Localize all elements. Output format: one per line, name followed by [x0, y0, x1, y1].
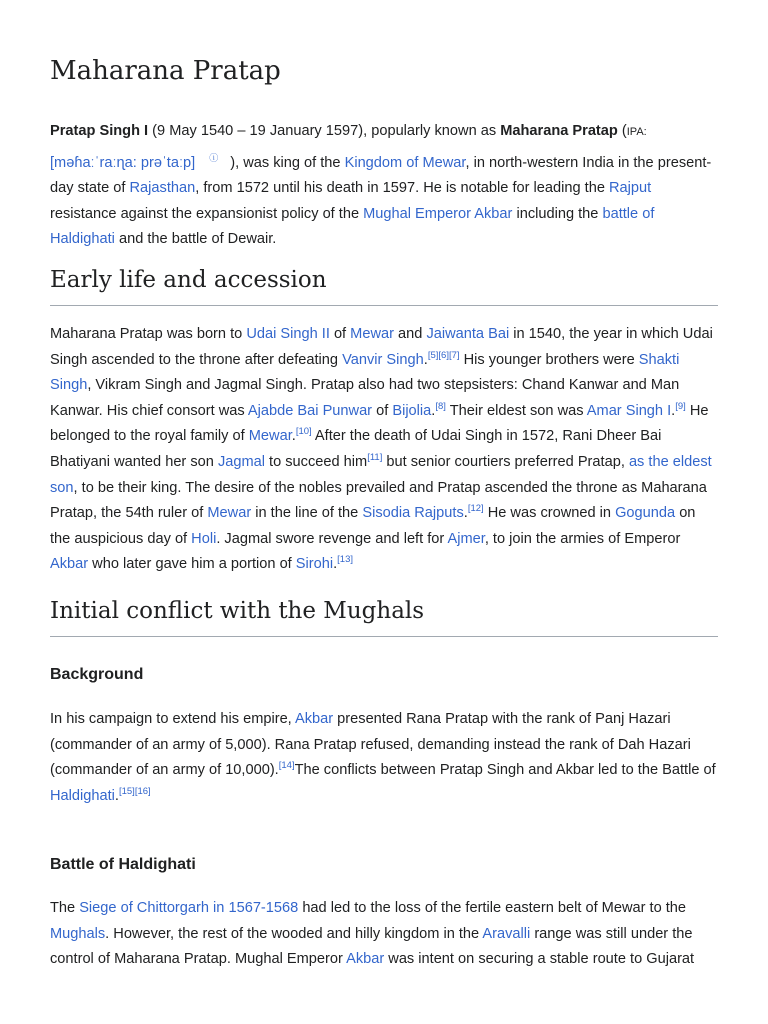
link-shakti-singh[interactable]: Shakti Singh — [50, 351, 680, 394]
link-sirohi[interactable]: Sirohi — [295, 556, 334, 573]
reference-link[interactable]: [11] — [367, 452, 383, 464]
background-paragraph: In his campaign to extend his empire, Akbar presented Rana Pratap with the rank of Panj Hazari (commander of an army of 5,000). Rana Pratap refused, demanding instead the rank of Dah Hazari (commander of an army of 10,000).[14]The conflicts between Pratap Singh and Akbar led to the Battle of Haldighati.[15][16] — [50, 711, 716, 804]
ipa-pronunciation-link[interactable]: [məɦaːˈraːɳa: prəˈtaːp] — [50, 154, 196, 171]
link-as-the-eldest-son[interactable]: as the eldest son — [50, 453, 712, 496]
link-vanvir-singh[interactable]: Vanvir Singh — [342, 351, 424, 368]
link-siege-of-chittorgarh[interactable]: Siege of Chittorgarh in 1567-1568 — [79, 900, 299, 916]
link-mughals[interactable]: Mughals — [50, 925, 106, 942]
link-mewar[interactable]: Mewar — [350, 326, 394, 342]
ipa-label: IPA: — [626, 126, 647, 138]
link-jagmal[interactable]: Jagmal — [217, 453, 265, 470]
link-sisodia-rajputs[interactable]: Sisodia Rajputs — [362, 505, 464, 522]
link-ajabde-bai-punwar[interactable]: Ajabde Bai Punwar — [247, 402, 373, 419]
reference-link[interactable]: [14] — [278, 760, 295, 772]
section-heading-early-life: Early life and accession — [50, 267, 718, 306]
reference-link[interactable]: [8] — [435, 400, 446, 412]
reference-link[interactable]: [13] — [337, 554, 354, 566]
link-bijolia[interactable]: Bijolia — [392, 402, 432, 419]
reference-link[interactable]: [15][16] — [118, 785, 151, 797]
audio-info-icon[interactable]: ⓘ — [209, 152, 219, 163]
link-akbar[interactable]: Akbar — [50, 556, 89, 573]
link-mughal-emperor-akbar[interactable]: Mughal Emperor Akbar — [363, 205, 513, 222]
link-mewar[interactable]: Mewar — [248, 428, 292, 445]
subsection-heading-background: Background — [50, 666, 144, 683]
early-life-paragraph: Maharana Pratap was born to Udai Singh II of Mewar and Jaiwanta Bai in 1540, the year in which Udai Singh ascended to the throne after defeating Vanvir Singh.[5][6][7] His younger brothers were Shakti Singh, Vikram Singh and Jagmal Singh. Pratap also had two stepsisters: Chand Kanwar and Man Kanwar. His chief consort was Ajabde Bai Punwar of Bijolia.[8] Their eldest son was Amar Singh I.[9] He belonged to the royal family of Mewar.[10] After the death of Udai Singh in 1572, Rani Dheer Bai Bhatiyani wanted her son Jagmal to succeed him[11] but senior courtiers preferred Pratap, as the eldest son, to be their king. The desire of the nobles prevailed and Pratap ascended the throne as Maharana Pratap, the 54th ruler of Mewar in the line of the Sisodia Rajputs.[12] He was crowned in Gogunda on the auspicious day of Holi. Jagmal swore revenge and left for Ajmer, to join the armies of Emperor Akbar who later gave him a portion of Sirohi.[13] — [50, 326, 713, 573]
reference-link[interactable]: [12] — [467, 503, 484, 515]
link-battle-of-haldighati[interactable]: battle of Haldighati — [50, 205, 655, 248]
page-title: Maharana Pratap — [50, 56, 281, 86]
link-akbar[interactable]: Akbar — [346, 951, 385, 968]
reference-link[interactable]: [9] — [675, 400, 686, 412]
link-gogunda[interactable]: Gogunda — [615, 505, 676, 522]
subject-title: Maharana Pratap — [500, 123, 618, 139]
haldighati-paragraph: The Siege of Chittorgarh in 1567-1568 had led to the loss of the fertile eastern belt of Mewar to the Mughals. However, the rest of the wooded and hilly kingdom in the Aravalli range was still under the control of Maharana Pratap. Mughal Emperor Akbar was intent on securing a stable route to Gujarat — [50, 900, 695, 968]
link-udai-singh-ii[interactable]: Udai Singh II — [246, 326, 330, 342]
link-kingdom-of-mewar[interactable]: Kingdom of Mewar — [344, 154, 466, 171]
link-ajmer[interactable]: Ajmer — [447, 530, 485, 547]
link-amar-singh-i[interactable]: Amar Singh I — [586, 402, 672, 419]
link-jaiwanta-bai[interactable]: Jaiwanta Bai — [426, 326, 510, 342]
link-rajput[interactable]: Rajput — [609, 180, 652, 197]
subject-name: Pratap Singh I — [50, 123, 149, 139]
link-holi[interactable]: Holi — [191, 530, 217, 547]
section-heading-initial-conflict: Initial conflict with the Mughals — [50, 598, 718, 637]
intro-paragraph: Pratap Singh I (9 May 1540 – 19 January 1597), popularly known as Maharana Pratap (IPA: [məɦaːˈraːɳa: prəˈtaːp] ⓘ ), was king of the Kingdom of Mewar, in north-western India in the present-day state of Rajasthan, from 1572 until his death in 1597. He is notable for leading the Rajput resistance against the expansionist policy of the Mughal Emperor Akbar including the battle of Haldighati and the battle of Dewair. — [50, 123, 712, 248]
link-akbar[interactable]: Akbar — [295, 711, 334, 727]
link-mewar[interactable]: Mewar — [207, 505, 252, 522]
link-haldighati[interactable]: Haldighati — [50, 787, 115, 804]
reference-link[interactable]: [5][6][7] — [427, 349, 460, 361]
link-aravalli[interactable]: Aravalli — [482, 925, 531, 942]
link-rajasthan[interactable]: Rajasthan — [129, 180, 196, 197]
reference-link[interactable]: [10] — [295, 426, 312, 438]
subsection-heading-battle-of-haldighati: Battle of Haldighati — [50, 856, 196, 873]
